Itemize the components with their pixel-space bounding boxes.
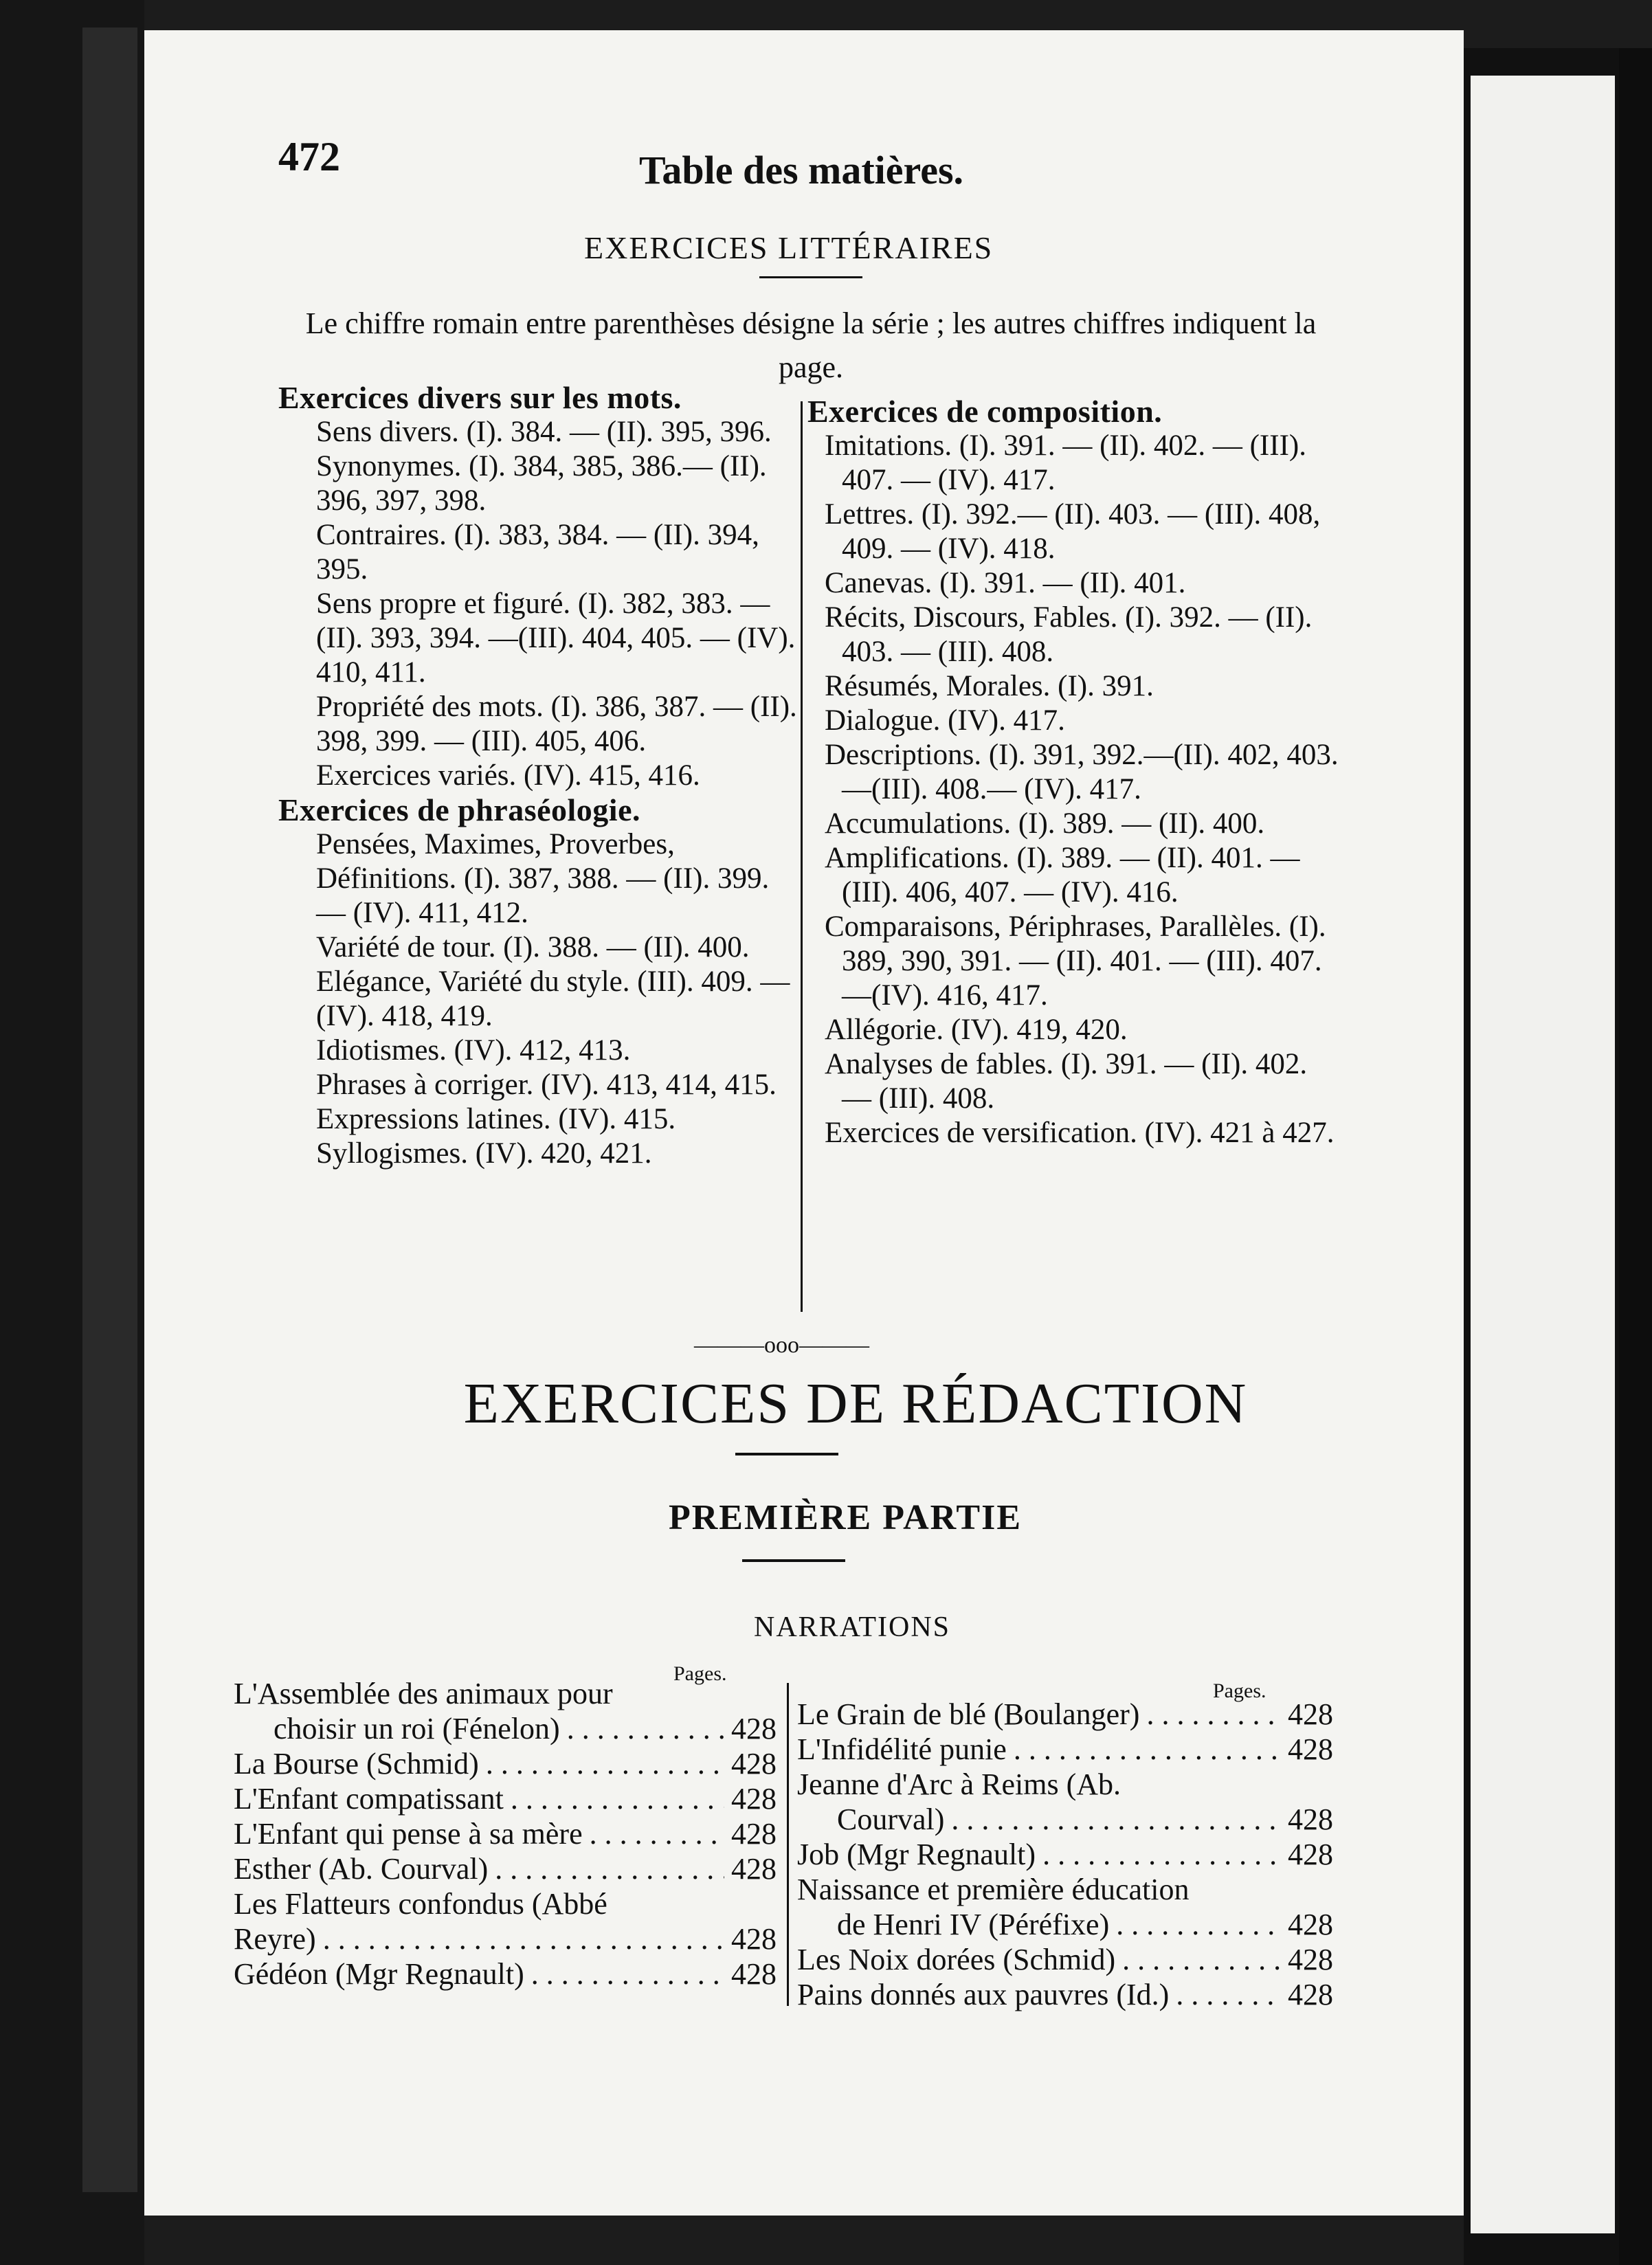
index-entry: Comparaisons, Périphrases, Parallèles. (I). 389, 390, 391. — (II). 401. — (III). 407. —(IV). 416, 417. [825, 911, 1326, 1012]
index-heading: Exercices de phraséologie. [278, 792, 640, 827]
index-entry: Elégance, Variété du style. (III). 409. — (IV). 418, 419. [316, 966, 790, 1032]
narration-title: L'Enfant qui pense à sa mère [234, 1817, 583, 1851]
index-entry: Résumés, Morales. (I). 391. [825, 670, 1154, 702]
index-entry: Syllogismes. (IV). 420, 421. [316, 1137, 652, 1170]
narration-entry [234, 1746, 777, 1781]
narrations-column-divider [787, 1683, 789, 2006]
narration-title: Gédéon (Mgr Regnault) [234, 1957, 524, 1991]
index-entry: Synonymes. (I). 384, 385, 386.— (II). 396, 397, 398. [316, 450, 767, 517]
narration-entry [234, 1676, 777, 1711]
dot-leader [1122, 1942, 1281, 1977]
narration-page-number: 428 [731, 1712, 777, 1745]
index-left-column [278, 381, 801, 1171]
index-entry: Contraires. (I). 383, 384. — (II). 394, 395. [316, 519, 759, 585]
index-entry: Accumulations. (I). 389. — (II). 400. [825, 807, 1265, 840]
facing-page-edge [1464, 48, 1652, 2265]
narration-page-number: 428 [1288, 1732, 1333, 1766]
book-page [144, 30, 1464, 2216]
narration-entry [234, 1851, 777, 1886]
narration-page-number: 428 [731, 1852, 777, 1886]
narration-entry [234, 1886, 777, 1921]
section-title: EXERCICES LITTÉRAIRES [584, 230, 994, 265]
narration-entry [234, 1781, 777, 1816]
narration-title: L'Assemblée des animaux pour [234, 1677, 613, 1710]
index-right-column [807, 394, 1343, 1150]
narration-entry [797, 1977, 1333, 2012]
index-heading: Exercices divers sur les mots. [278, 380, 682, 415]
narration-entry [797, 1732, 1333, 1767]
narration-page-number: 428 [731, 1817, 777, 1851]
narrations-right-list [797, 1697, 1333, 2012]
narration-title: L'Infidélité punie [797, 1732, 1007, 1766]
index-entry: Analyses de fables. (I). 391. — (II). 402. — (III). 408. [825, 1048, 1308, 1115]
dot-leader [590, 1816, 724, 1851]
narration-entry [797, 1697, 1333, 1732]
dot-leader [951, 1802, 1281, 1837]
dot-leader [1042, 1837, 1281, 1872]
narration-page-number: 428 [1288, 1697, 1333, 1731]
narration-page-number: 428 [731, 1782, 777, 1816]
part-title-rule [742, 1559, 845, 1562]
book-spine-left [0, 0, 144, 2265]
column-divider [801, 401, 803, 1312]
index-entry: Canevas. (I). 391. — (II). 401. [825, 567, 1186, 599]
narration-title: Le Grain de blé (Boulanger) [797, 1697, 1140, 1731]
index-entry: Sens propre et figuré. (I). 382, 383. — (II). 393, 394. —(III). 404, 405. — (IV). 410, 411. [316, 588, 796, 689]
narration-page-number: 428 [1288, 1908, 1333, 1941]
narration-page-number: 428 [731, 1922, 777, 1956]
index-entry: Pensées, Maximes, Proverbes, Définitions. (I). 387, 388. — (II). 399. — (IV). 411, 412. [316, 828, 770, 929]
narration-entry [234, 1956, 777, 1991]
narration-title: Courval) [837, 1803, 945, 1836]
index-entry: Expressions latines. (IV). 415. [316, 1103, 676, 1135]
narration-page-number: 428 [1288, 1978, 1333, 2011]
index-entry: Imitations. (I). 391. — (II). 402. — (III). 407. — (IV). 417. [825, 429, 1306, 496]
narration-title: de Henri IV (Péréfixe) [837, 1908, 1110, 1941]
section-intro: Le chiffre romain entre parenthèses désigne la série ; les autres chiffres indiquent la page. [305, 306, 1317, 384]
title-rule [759, 276, 862, 278]
narration-entry [797, 1802, 1333, 1837]
part-title: PREMIÈRE PARTIE [668, 1498, 1023, 1537]
facing-page-shadow [1619, 48, 1652, 2265]
narration-title: Pains donnés aux pauvres (Id.) [797, 1978, 1170, 2011]
narration-entry [797, 1767, 1333, 1802]
narration-entry [797, 1942, 1333, 1977]
ornament-separator: ———ooo——— [694, 1332, 869, 1358]
dot-leader [486, 1746, 724, 1781]
narration-entry [234, 1921, 777, 1956]
narration-page-number: 428 [1288, 1838, 1333, 1871]
index-entry: Propriété des mots. (I). 386, 387. — (II). 398, 399. — (III). 405, 406. [316, 691, 797, 757]
dot-leader [1116, 1907, 1281, 1942]
index-entry: Allégorie. (IV). 419, 420. [825, 1014, 1128, 1046]
index-entry: Exercices de versification. (IV). 421 à 427. [825, 1117, 1335, 1149]
narration-entry [234, 1711, 777, 1746]
narration-title: Les Noix dorées (Schmid) [797, 1943, 1116, 1976]
subsection-title: NARRATIONS [753, 1611, 951, 1643]
pages-label-left: Pages. [673, 1662, 727, 1685]
main-title: EXERCICES DE RÉDACTION [463, 1372, 1248, 1436]
index-entry: Descriptions. (I). 391, 392.—(II). 402, 403. —(III). 408.— (IV). 417. [825, 739, 1339, 805]
narration-title: Job (Mgr Regnault) [797, 1838, 1036, 1871]
facing-page-paper [1471, 76, 1615, 2233]
narration-title: La Bourse (Schmid) [234, 1747, 479, 1781]
index-entry: Lettres. (I). 392.— (II). 403. — (III). 408, 409. — (IV). 418. [825, 498, 1321, 565]
dot-leader [1176, 1977, 1281, 2012]
index-heading: Exercices de composition. [807, 394, 1163, 429]
narration-title: Reyre) [234, 1922, 316, 1956]
narration-title: choisir un roi (Fénelon) [274, 1712, 560, 1745]
narration-title: L'Enfant compatissant [234, 1782, 504, 1816]
index-entry: Phrases à corriger. (IV). 413, 414, 415. [316, 1069, 777, 1101]
narration-title: Esther (Ab. Courval) [234, 1852, 489, 1886]
dot-leader [511, 1781, 724, 1816]
dot-leader [495, 1851, 724, 1886]
index-entry: Variété de tour. (I). 388. — (II). 400. [316, 931, 750, 963]
dot-leader [1014, 1732, 1281, 1767]
dot-leader [567, 1711, 724, 1746]
index-entry: Sens divers. (I). 384. — (II). 395, 396. [316, 416, 772, 448]
index-entry: Exercices variés. (IV). 415, 416. [316, 759, 700, 792]
spine-edge [82, 27, 137, 2192]
main-title-rule [735, 1453, 838, 1455]
narration-title: Naissance et première éducation [797, 1873, 1190, 1906]
dot-leader [1146, 1697, 1281, 1732]
index-entry: Amplifications. (I). 389. — (II). 401. — (III). 406, 407. — (IV). 416. [825, 842, 1300, 908]
dot-leader [531, 1956, 724, 1991]
index-entry: Récits, Discours, Fables. (I). 392. — (II). 403. — (III). 408. [825, 601, 1313, 668]
narration-entry [797, 1872, 1333, 1907]
narration-page-number: 428 [731, 1747, 777, 1781]
dot-leader [323, 1921, 724, 1956]
index-entry: Dialogue. (IV). 417. [825, 704, 1065, 737]
narration-page-number: 428 [1288, 1943, 1333, 1976]
narration-entry [797, 1837, 1333, 1872]
narration-entry [234, 1816, 777, 1851]
running-title: Table des matières. [639, 148, 964, 192]
narration-title: Jeanne d'Arc à Reims (Ab. [797, 1767, 1121, 1801]
page-number: 472 [278, 134, 340, 179]
narration-page-number: 428 [731, 1957, 777, 1991]
narration-page-number: 428 [1288, 1803, 1333, 1836]
narration-title: Les Flatteurs confondus (Abbé [234, 1887, 607, 1921]
narrations-left-list [234, 1676, 777, 1991]
narration-entry [797, 1907, 1333, 1942]
index-entry: Idiotismes. (IV). 412, 413. [316, 1034, 631, 1067]
pages-label-right: Pages. [1213, 1680, 1266, 1702]
